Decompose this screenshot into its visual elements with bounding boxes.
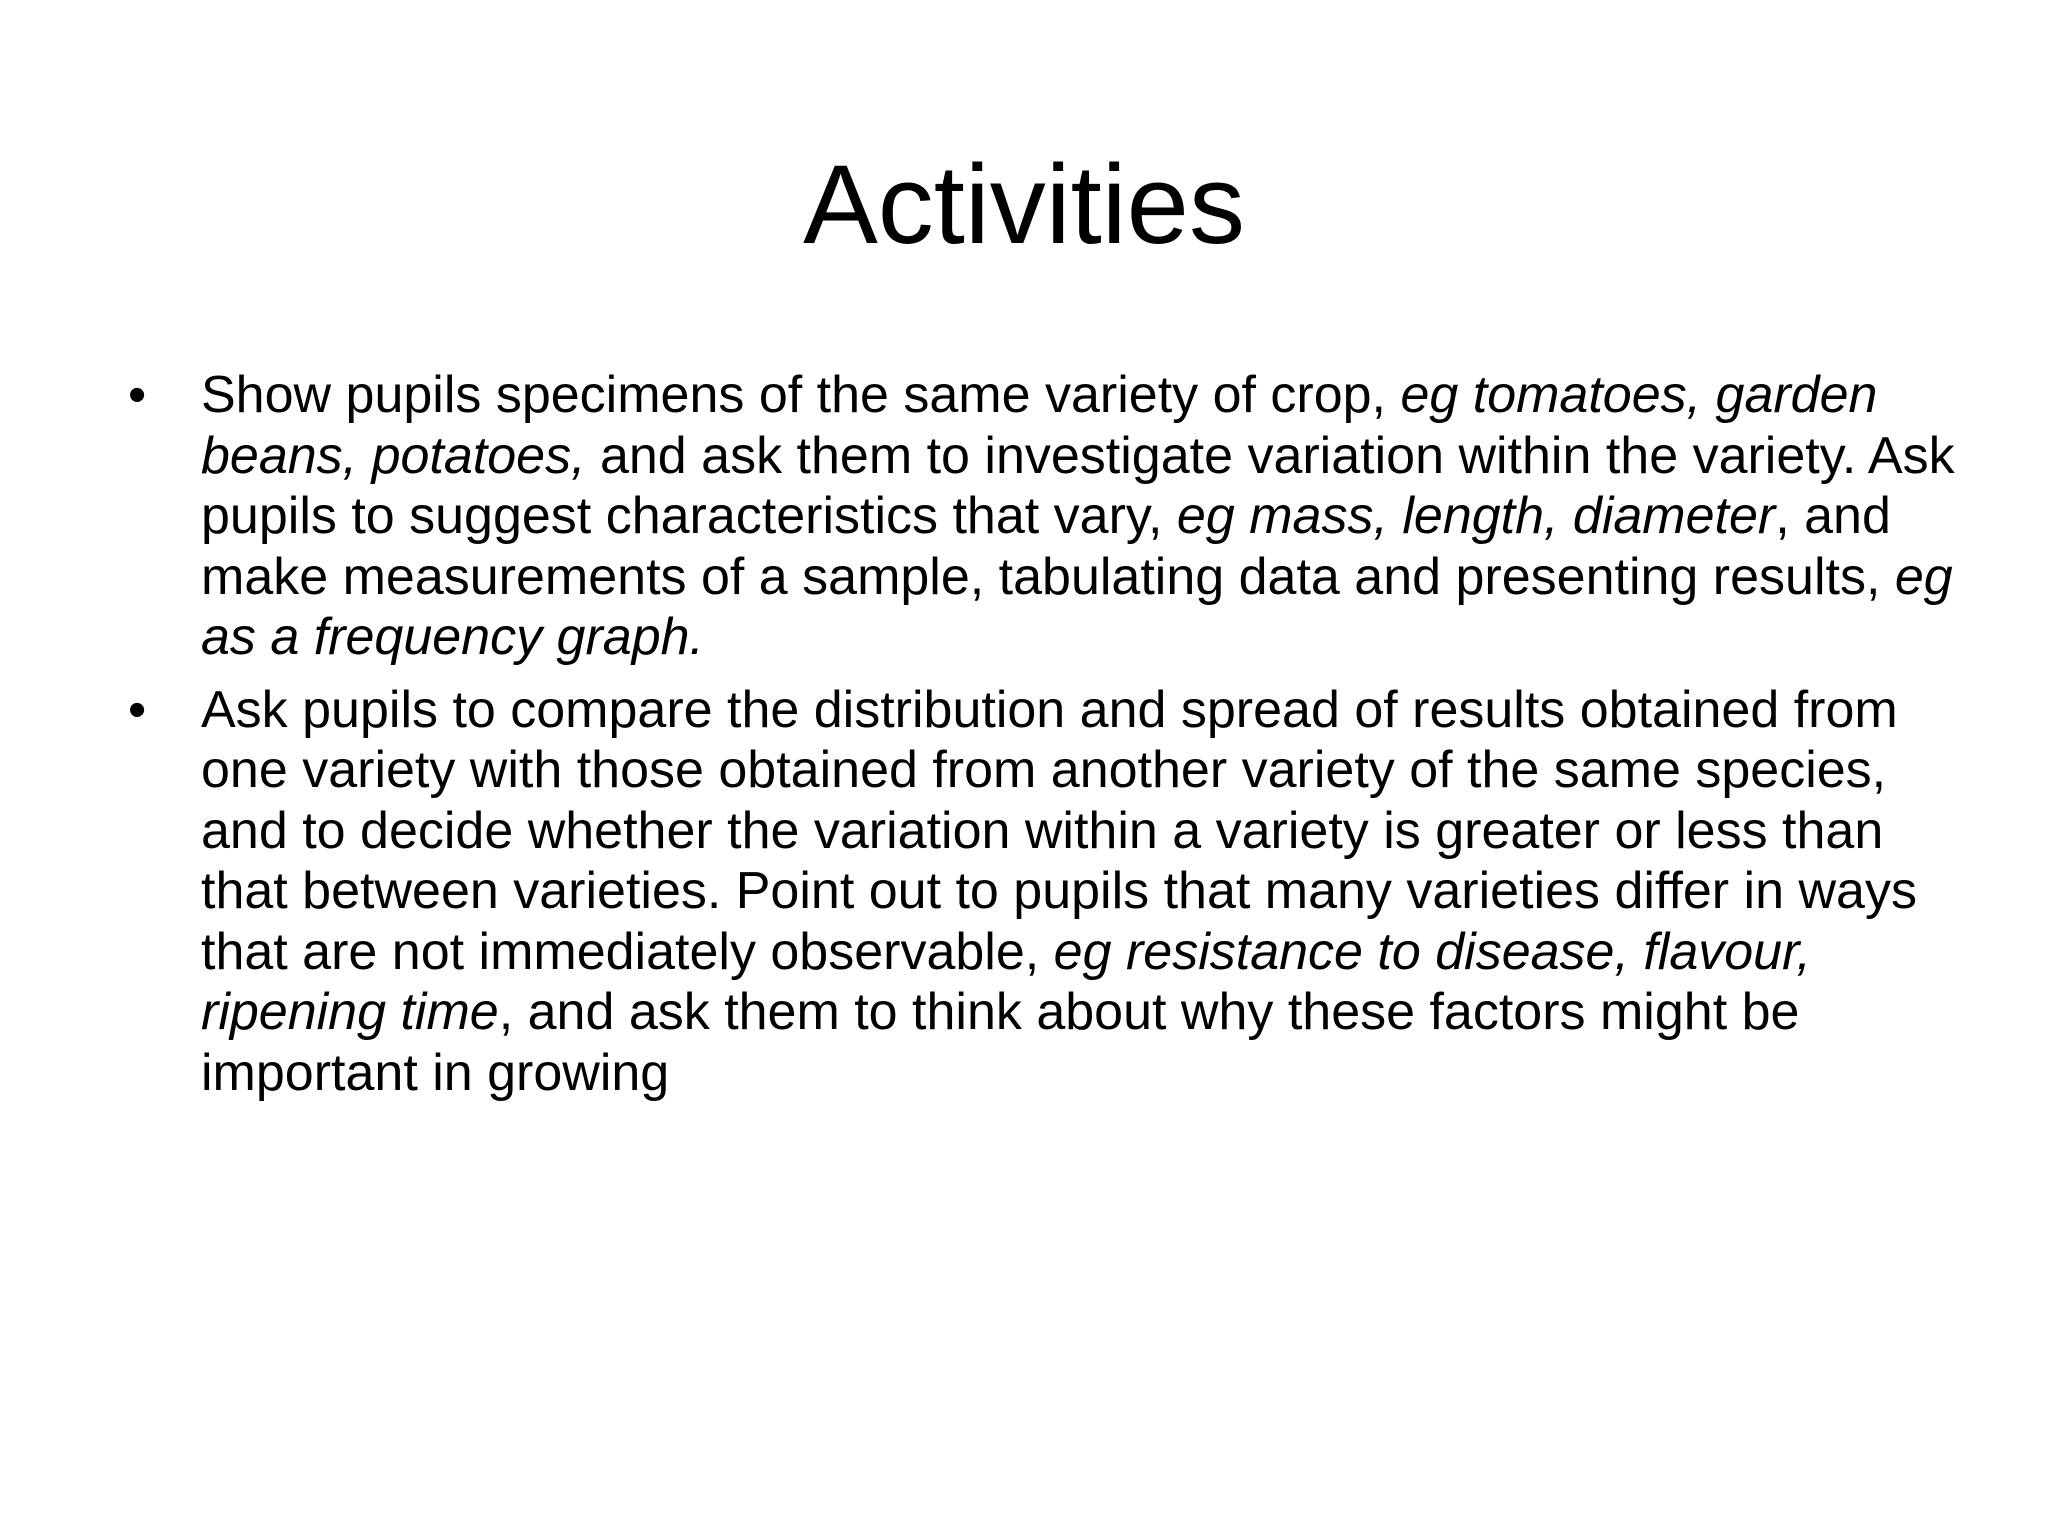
italic-example-segment: eg as a frequency graph.: [201, 547, 1953, 666]
italic-example-segment: eg resistance to disease, flavour, ripening time: [201, 922, 1811, 1041]
text-segment: , and ask them to think about why these factors might be important in growing: [201, 983, 1800, 1102]
text-segment: Ask pupils to compare the distribution and spread of results obtained from one variety with those obtained from another variety of the same species, and to decide whether the variation within a variety is greater or less than that between varieties. Point out to pupils that many varieties differ in ways that are not immediately observable,: [201, 680, 1917, 981]
bullet-list: [128, 365, 1958, 1115]
bullet-item: [128, 365, 1958, 668]
bullet-item: [128, 680, 1958, 1104]
text-segment: , and make measurements of a sample, tabulating data and presenting results,: [201, 487, 1895, 606]
bullet-text: [201, 366, 1955, 666]
text-segment: Show pupils specimens of the same variety of crop,: [201, 366, 1401, 424]
bullet-marker: •: [128, 366, 147, 424]
bullet-marker: •: [128, 680, 147, 739]
bullet-text: [201, 681, 1917, 1102]
italic-example-segment: eg mass, length, diameter: [1176, 487, 1776, 545]
slide-title: Activities: [803, 142, 1245, 267]
italic-example-segment: eg tomatoes, garden beans, potatoes,: [201, 366, 1878, 485]
text-segment: and ask them to investigate variation within the variety. Ask pupils to suggest characteristics that vary,: [201, 426, 1955, 545]
